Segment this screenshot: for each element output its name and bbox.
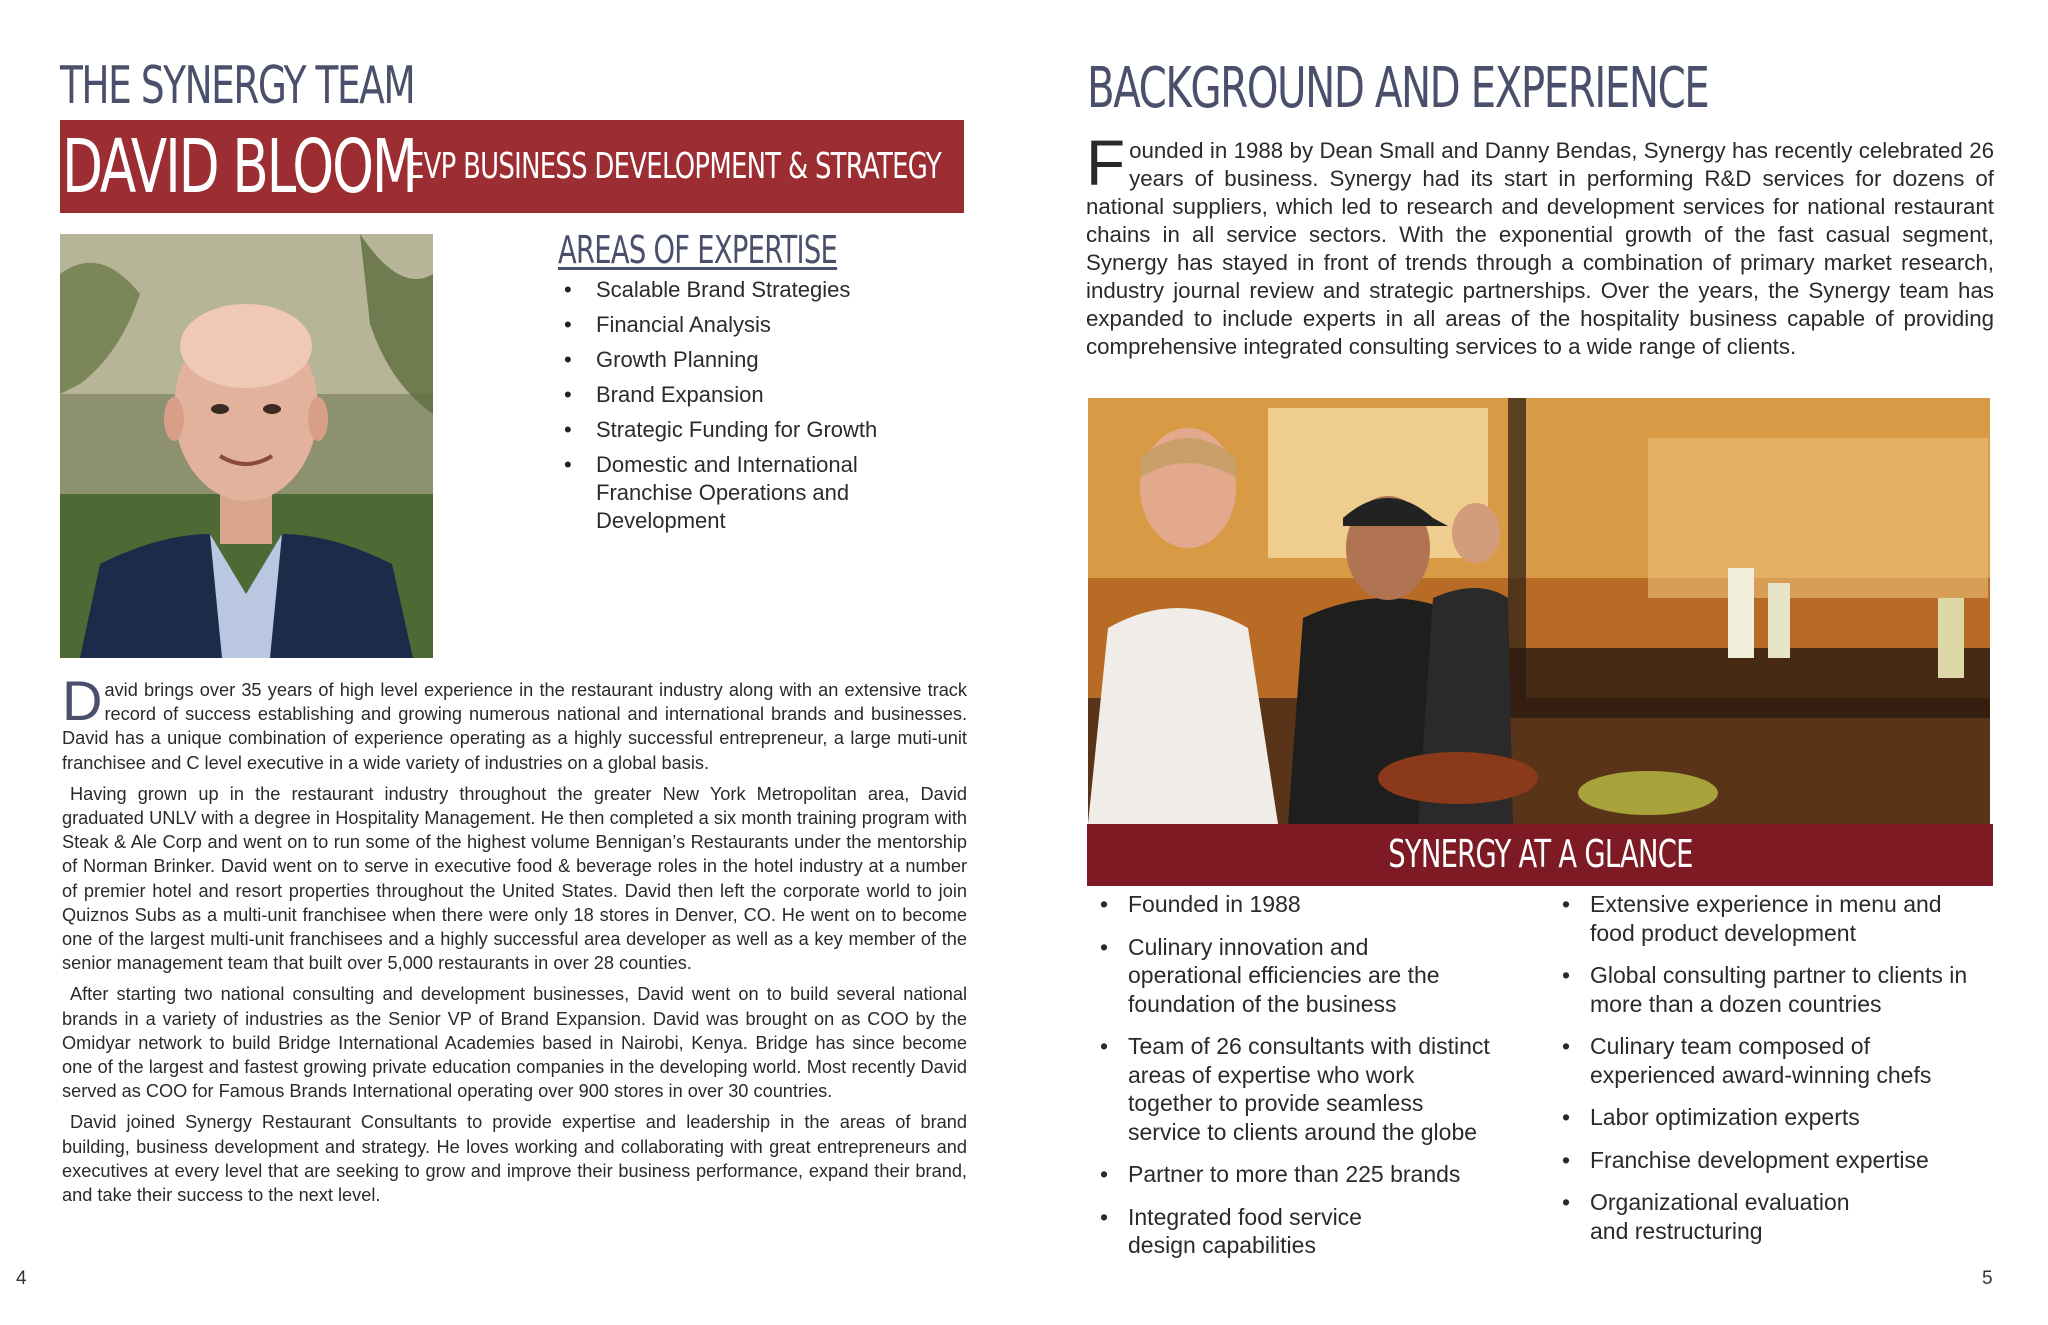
page-number: 4 (16, 1268, 27, 1289)
bio-paragraph: Having grown up in the restaurant industry throughout the greater New York Metropolitan area, David graduated UNLV with a degree in Hospitality Management. He then completed a six month training program with Steak & Ale Corp and went on to run some of the highest volume Bennigan’s Restaurants under the mentorship of Norman Brinker. David went on to serve in executive food & beverage roles in the hotel industry at a number of premier hotel and resort properties throughout the United States. David then left the corporate world to join Quiznos Subs as a multi-unit franchisee when there were only 18 stores in Denver, CO. He went on to become one of the largest multi-unit franchisees and a highly successful area developer as well as a key member of the senior management team that built over 5,000 restaurants in over 28 counties. (62, 783, 967, 974)
background-intro (1086, 127, 1994, 361)
list-item: • Team of 26 consultants with distinct areas of expertise who work together to provide seamless service to clients around the globe (1090, 1032, 1490, 1146)
bio-paragraph: After starting two national consulting and development businesses, David went on to build several national brands in a variety of industries as the Senior VP of Brand Expansion. David was brought on as COO by the Omidyar network to build Bridge International Academies based in Nairobi, Kenya. Bridge has since become one of the largest and fastest growing private education companies in the developing world. Most recently David served as COO for Famous Brands International operating over 900 stores in over 30 countries. (62, 984, 967, 1102)
glance-title-wrap (1087, 824, 1993, 884)
list-item: • Scalable Brand Strategies (558, 276, 978, 304)
kitchen-illustration (1088, 398, 1990, 824)
intro-paragraph: Founded in 1988 by Dean Small and Danny Bendas, Synergy has recently celebrated 26 years of business. Synergy had its start in performing R&D services for dozens of national suppliers, which led to research and development services for national restaurant chains in all service sectors. With the exponential growth of the fast casual segment, Synergy has stayed in front of trends through a combination of primary market research, industry journal review and strategic partnerships. Over the years, the Synergy team has expanded to include experts in all areas of the hospitality business capable of providing comprehensive integrated consulting services to a wide range of clients. (1086, 127, 1994, 359)
list-item: • Organizational evaluation and restructuring (1552, 1188, 1852, 1245)
list-item: • Growth Planning (558, 346, 978, 374)
bio-paragraph: David joined Synergy Restaurant Consultants to provide expertise and leadership in the areas of brand building, business development and strategy. He loves working and collaborating with great entrepreneurs and executives at every level that are seeking to grow and improve their business performance, expand their brand, and take their success to the next level. (62, 1112, 967, 1206)
list-item: • Labor optimization experts (1552, 1103, 1992, 1132)
expertise-list (558, 276, 978, 535)
expertise-title: AREAS OF EXPERTISE (558, 228, 838, 272)
list-item: • Franchise development expertise (1552, 1146, 1992, 1175)
list-item: • Founded in 1988 (1090, 890, 1510, 919)
list-item: • Culinary innovation and operational efficiencies are the foundation of the business (1090, 933, 1470, 1019)
list-item: • Global consulting partner to clients in more than a dozen countries (1552, 961, 1992, 1018)
bio-paragraph: David brings over 35 years of high level experience in the restaurant industry along with an extensive track record of success establishing and growing numerous national and international brands and businesses. David has a unique combination of experience operating as a highly successful entrepreneur, a large muti-unit franchisee and C level executive in a wide variety of industries on a global basis. (62, 669, 967, 773)
portrait-photo (60, 234, 433, 658)
list-item: • Strategic Funding for Growth (558, 416, 978, 444)
page-number: 5 (1982, 1268, 1993, 1289)
portrait-illustration (60, 234, 433, 658)
list-item: • Integrated food service design capabilities (1090, 1203, 1390, 1260)
list-item: • Extensive experience in menu and food product development (1552, 890, 1992, 947)
kitchen-photo (1088, 398, 1990, 824)
team-heading: THE SYNERGY TEAM (60, 56, 415, 116)
name-banner (60, 120, 964, 213)
person-name: DAVID BLOOM (62, 124, 416, 210)
glance-list-right (1552, 890, 1992, 1259)
list-item: • Financial Analysis (558, 311, 978, 339)
list-item: • Partner to more than 225 brands (1090, 1160, 1510, 1189)
expertise-section (558, 228, 978, 542)
list-item: • Domestic and International Franchise Operations and Development (558, 451, 858, 535)
glance-list-left (1090, 890, 1510, 1274)
background-heading: BACKGROUND AND EXPERIENCE (1087, 56, 1709, 121)
person-title: EVP BUSINESS DEVELOPMENT & STRATEGY (408, 146, 941, 187)
glance-banner (1087, 824, 1993, 886)
biography (62, 669, 967, 1214)
list-item: • Culinary team composed of experienced award-winning chefs (1552, 1032, 1992, 1089)
list-item: • Brand Expansion (558, 381, 978, 409)
glance-title: SYNERGY AT A GLANCE (1387, 832, 1693, 876)
